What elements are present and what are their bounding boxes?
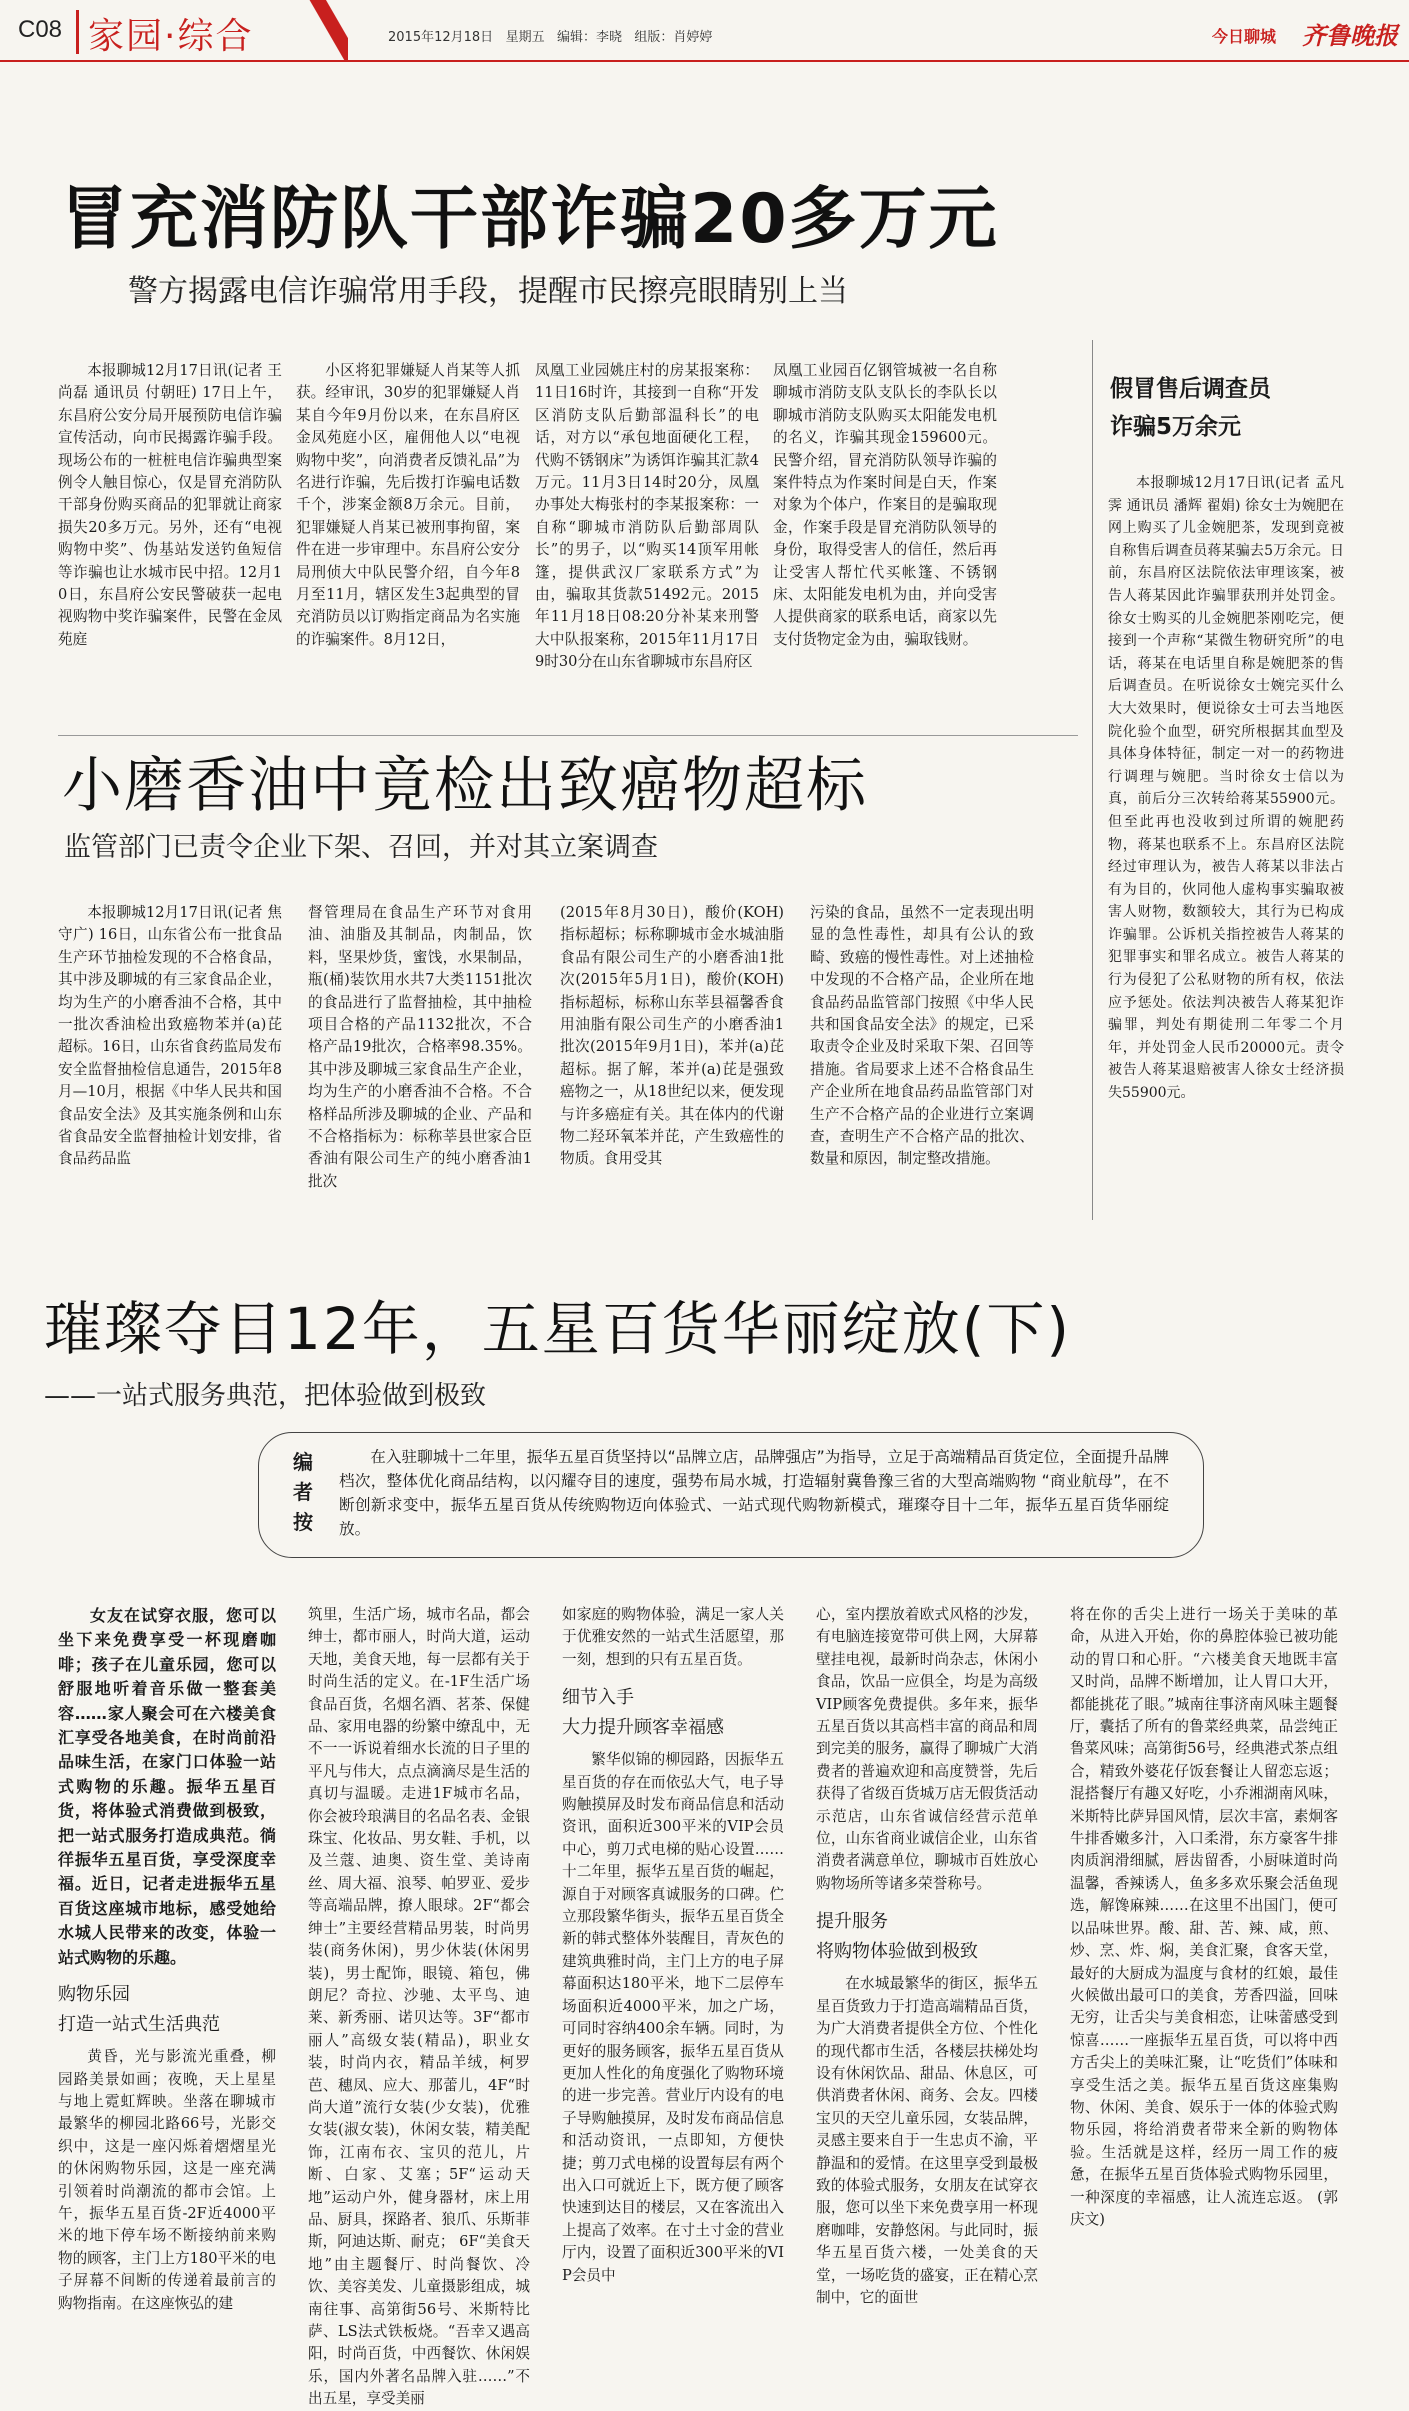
story2-deck: 监管部门已责令企业下架、召回，并对其立案调查	[64, 832, 658, 863]
story1-col4: 凤凰工业园百亿钢管城被一名自称聊城市消防支队支队长的李队长以聊城市消防支队购买太阳能发电机的名义，诈骗其现金159600元。民警介绍，冒充消防队领导诈骗的案件特点为作案时间是白天，作案对象为个体户，作案目的是骗取现金，作案手段是冒充消防队领导的身份，取得受害人的信任，然后再让受害人帮忙代买帐篷、不锈钢床、太阳能发电机为由，并向受害人提供商家的联系电话，商家以先支付货物定金为由，骗取钱财。	[773, 362, 997, 648]
story3-col1-subhead2: 打造一站式生活典范	[58, 2014, 220, 2036]
story1-headline: 冒充消防队干部诈骗20多万元	[60, 180, 999, 259]
editor-note-label: 编者按	[293, 1450, 313, 1534]
story-five-star	[0, 1270, 1409, 2408]
page-header	[0, 0, 1409, 66]
story1-col2: 小区将犯罪嫌疑人肖某等人抓获。经审讯，30岁的犯罪嫌疑人肖某自今年9月份以来，在东昌府区金凤苑庭小区，雇佣他人以“电视购物中奖”，向消费者反馈礼品”为名进行诈骗，先后拨打诈骗电话数千个，涉案金额8万余元。目前，犯罪嫌疑人肖某已被刑事拘留，案件在进一步审理中。东昌府公安分局刑侦大中队民警介绍，自今年8月至11月，辖区发生3起典型的冒充消防员以订购指定商品为名实施的诈骗案件。8月12日，	[296, 362, 520, 648]
story3-col3-subhead1: 细节入手	[562, 1687, 634, 1709]
sidebar-story	[1108, 372, 1348, 1222]
sidebar-headline-line1: 假冒售后调查员	[1110, 376, 1271, 402]
story3-col1: 女友在试穿衣服，您可以坐下来免费享受一杯现磨咖啡；孩子在儿童乐园，您可以舒服地听着音乐做一整套美容……家人聚会可在六楼美食汇享受各地美食，在时尚前沿品味生活，在家门口体验一站式购物的乐趣。振华五星百货，将体验式消费做到极致，把一站式服务打造成典范。徜徉振华五星百货，享受深度幸福。近日，记者走进振华五星百货这座城市地标，感受她给水城人民带来的改变，体验一站式购物的乐趣。 购物乐园 打造一站式生活典范 黄昏，光与影流光重叠，柳园路美景如画；夜晚，天上星星与地上霓虹辉映。坐落在聊城市最繁华的柳园北路66号，光影交织中，这是一座闪烁着熠熠星光的休闲购物乐园，这是一座充满引领着时尚潮流的都市会馆。上午，振华五星百货-2F近4000平米的地下停车场不断接纳前来购物的顾客，主门上方180平米的电子屏幕不间断的传递着最前言的购物指南。在这座恢弘的建	[58, 1606, 276, 2312]
story2-top-rule	[58, 735, 1078, 736]
story3-col2: 筑里，生活广场，城市名品，都会绅士，都市丽人，时尚大道，运动天地，美食天地，每一层都有关于时尚生活的定义。在-1F生活广场食品百货，名烟名酒、茗茶、保健品、家用电器的纷繁中缭乱中，无不一一诉说着细水长流的日子里的平凡与伟大，点点滴滴尽是生活的真切与温暖。走进1F城市名品，你会被玲琅满目的名品名表、金银珠宝、化妆品、男女鞋、手机，以及兰蔻、迪奥、资生堂、美诗南丝、周大福、浪琴、帕罗亚、爱步等高端品牌，撩人眼球。2F“都会绅士”主要经营精品男装，时尚男装(商务休闲)，男少休装(休闲男装)，男士配饰，眼镜、箱包，佛朗尼？奇拉、沙驰、太平鸟、迪莱、新秀丽、诺贝达等。3F“都市丽人”高级女装(精品)，职业女装，时尚内衣，精品羊绒，柯罗芭、穗凤、应大、那蕾儿，4F“时尚大道”流行女装(少女装)，优雅女装(淑女装)，休闲女装，精美配饰，江南布衣、宝贝的范儿，片断、白家、艾塞；5F“运动天地”运动户外，健身器材，床上用品、厨具，探路者、狼爪、乐斯菲斯，阿迪达斯、耐克； 6F“美食天地”由主题餐厅、时尚餐饮、冷饮、美容美发、儿童摄影组成，城南往事、高第街56号、米斯特比萨、LS法式铁板烧。“吾幸又遇高阳，时尚百货，中西餐饮、休闲娱乐，国内外著名品牌入驻……”不出五星，享受美丽	[308, 1606, 530, 2408]
story-sesame-oil	[0, 740, 1090, 1220]
story3-intro: 女友在试穿衣服，您可以坐下来免费享受一杯现磨咖啡；孩子在儿童乐园，您可以舒服地听着音乐做一整套美容……家人聚会可在六楼美食汇享受各地美食，在时尚前沿品味生活，在家门口体验一站式购物的乐趣。振华五星百货，将体验式消费做到极致，把一站式服务打造成典范。徜徉振华五星百货，享受深度幸福。近日，记者走进振华五星百货这座城市地标，感受她给水城人民带来的改变，体验一站式购物的乐趣。	[58, 1606, 276, 1967]
story3-headline: 璀璨夺目12年，五星百货华丽绽放(下)	[44, 1295, 1072, 1363]
edition-name: 今日聊城	[1212, 27, 1277, 46]
story3-col5: 将在你的舌尖上进行一场关于美味的革命，从进入开始，你的鼻腔体验已被功能动的胃口和心肝。“六楼美食天地既丰富又时尚，品牌不断增加，让人胃口大开，都能挑花了眼。”城南往事济南风味主题餐厅，囊括了所有的鲁菜经典菜，品尝纯正鲁菜风味；高第街56号，经典港式茶点组合，精致外婆花仔饭套餐让人留恋忘返；混搭餐厅有趣又好吃，小乔湘湖南风味，米斯特比萨异国风情，层次丰富，素炯客牛排香嫩多汁，入口柔滑，东方豪客牛排肉质润滑细腻，唇齿留香，小厨味道时尚温馨，香辣诱人，鱼多多欢乐聚会活鱼现选，解馋麻辣……在这里不出国门，便可以品味世界。酸、甜、苦、辣、咸，煎、炒、烹、炸、焖，美食汇聚，食客天堂，最好的大厨成为温度与食材的红娘，最佳火候做出最可口的美食，芳香四溢，回味无穷，让舌尖与美食相恋，让味蕾感受到惊喜……一座振华五星百货，可以将中西方舌尖上的美味汇聚，让“吃货们”体味和享受生活之美。振华五星百货这座集购物、休闲、美食、娱乐于一体的体验式购物乐园，将给消费者带来全新的购物体验。生活就是这样，经历一周工作的疲惫，在振华五星百货体验式购物乐园里，一种深度的幸福感，让人流连忘返。 (郭庆文)	[1070, 1606, 1338, 2228]
header-meta	[388, 26, 712, 45]
story3-deck: ——一站式服务典范，把体验做到极致	[44, 1381, 487, 1411]
newspaper-logo: 齐鲁晚报	[1302, 21, 1398, 50]
story1-col1: 本报聊城12月17日讯(记者 王尚磊 通讯员 付朝旺) 17日上午，东昌府公安分局开展预防电信诈骗宣传活动，向市民揭露诈骗手段。现场公布的一桩桩电信诈骗典型案例令人触目惊心，仅是冒充消防队干部身份购买商品的犯罪就让商家损失20多万元。另外，还有“电视购物中奖”、伪基站发送钓鱼短信等诈骗也让水城市民中招。12月10日，东昌府公安民警破获一起电视购物中奖诈骗案件，民警在金凤苑庭	[58, 362, 282, 648]
story3-col3-subhead2: 大力提升顾客幸福感	[562, 1717, 724, 1739]
header-slash	[308, 0, 348, 60]
sidebar-headline-line2: 诈骗5万余元	[1110, 414, 1242, 440]
header-accent-bar	[76, 10, 79, 54]
story2-col1: 本报聊城12月17日讯(记者 焦守广) 16日，山东省公布一批食品生产环节抽检发现的不合格食品，其中涉及聊城的有三家食品企业，均为生产的小磨香油不合格，其中一批次香油检出致癌物苯并(a)芘超标。16日，山东省食药监局发布安全监督抽检信息通告，2015年8月—10月，根据《中华人民共和国食品安全法》及其实施条例和山东省食品安全监督抽检计划安排，省食品药品监	[58, 904, 282, 1168]
story2-col3: (2015年8月30日)，酸价(KOH)指标超标；标称聊城市金水城油脂食品有限公司生产的小磨香油1批次(2015年5月1日)，酸价(KOH)指标超标，标称山东莘县福馨香食用油脂有限公司生产的小磨香油1批次(2015年9月1日)，苯并(a)芘超标。据了解，苯并(a)芘是强致癌物之一，从18世纪以来，便发现与许多癌症有关。其在体内的代谢物二羟环氧苯并芘，产生致癌性的物质。食用受其	[560, 904, 784, 1168]
section-title: 家园·综合	[88, 16, 254, 57]
story3-col4-subhead1: 提升服务	[816, 1911, 888, 1933]
issue-date: 2015年12月18日	[388, 30, 494, 45]
page-code: C08	[18, 16, 63, 43]
story2-headline: 小磨香油中竟检出致癌物超标	[62, 751, 868, 821]
story3-col4: 心，室内摆放着欧式风格的沙发，有电脑连接宽带可供上网，大屏幕壁挂电视，最新时尚杂志，休闲小食品，饮品一应俱全，均是为高级VIP顾客免费提供。多年来，振华五星百货以其高档丰富的商品和周到完美的服务，赢得了聊城广大消费者的普遍欢迎和高度赞誉，先后获得了省级百货城万店无假货活动示范店，山东省诚信经营示范单位，山东省商业诚信企业，山东省消费者满意单位，聊城市百姓放心购物场所等诸多荣誉称号。 提升服务 将购物体验做到极致 在水城最繁华的街区，振华五星百货致力于打造高端精品百货，为广大消费者提供全方位、个性化的现代都市生活，各楼层扶梯处均设有休闲饮品、甜品、休息区，可供消费者休闲、商务、会友。四楼宝贝的天空儿童乐园，女装品牌，灵感主要来自于一生忠贞不渝，平静温和的爱情。在这里享受到最极致的体验式服务，女朋友在试穿衣服，您可以坐下来免费享用一杯现磨咖啡，安静悠闲。与此同时，振华五星百货六楼，一处美食的天堂，一场吃货的盛宴，正在精心烹制中，它的面世	[816, 1606, 1038, 2306]
issue-weekday: 星期五	[505, 30, 545, 45]
editor-note-box	[258, 1432, 1204, 1558]
header-rule	[0, 60, 1409, 62]
sidebar-divider	[1092, 340, 1093, 1220]
story2-col4: 污染的食品，虽然不一定表现出明显的急性毒性，却具有公认的致畸、致癌的慢性毒性。对上述抽检中发现的不合格产品，企业所在地食品药品监管部门按照《中华人民共和国食品安全法》的规定，已采取责令企业及时采取下架、召回等措施。省局要求上述不合格食品生产企业所在地食品药品监管部门对生产不合格产品的企业进行立案调查，查明生产不合格产品的批次、数量和原因，制定整改措施。	[810, 904, 1034, 1168]
story3-col3: 如家庭的购物体验，满足一家人关于优雅安然的一站式生活愿望，那一刻，想到的只有五星百货。 细节入手 大力提升顾客幸福感 繁华似锦的柳园路，因振华五星百货的存在而依弘大气，电子导购触摸屏及时发布商品信息和活动资讯，面积近300平米的VIP会员中心，剪刀式电梯的贴心设置……十二年里，振华五星百货的崛起，源自于对顾客真诚服务的口碑。伫立那段繁华街头，振华五星百货全新的韩式整体外装醒目，青灰色的建筑典雅时尚，主门上方的电子屏幕面积达180平米，地下二层停车场面积近4000平米，加之广场，可同时容纳400余车辆。同时，为更好的服务顾客，振华五星百货从更加人性化的角度强化了购物环境的进一步完善。营业厅内设有的电子导购触摸屏，及时发布商品信息和活动资讯，一点即知，方便快捷；剪刀式电梯的设置每层有两个出入口可就近上下，既方便了顾客快速到达目的楼层，又在客流出入上提高了效率。在寸土寸金的营业厅内，设置了面积近300平米的VIP会员中	[562, 1606, 784, 2284]
layout-credit: 组版：肖婷婷	[634, 30, 713, 45]
story1-col3: 凤凰工业园姚庄村的房某报案称：11日16时许，其接到一自称“开发区消防支队后勤部温科长”的电话，对方以“承包地面硬化工程，代购不锈钢床”为诱饵诈骗其汇款4万元。11月3日14时20分，凤凰办事处大梅张村的李某报案称：一自称“聊城市消防队后勤部周队长”的男子，以“购买14顶军用帐篷，提供武汉厂家联系方式”为由，骗取其货款51492元。2015年11月18日08:20分补某来刑警大中队报案称，2015年11月17日9时30分在山东省聊城市东昌府区	[535, 362, 759, 671]
sidebar-body: 本报聊城12月17日讯(记者 孟凡霁 通讯员 潘辉 翟娟) 徐女士为婉肥在网上购买了儿金婉肥茶，发现到竟被自称售后调查员蒋某骗去5万余元。日前，东昌府区法院依法审理该案，被告人蒋某因此诈骗罪获刑并处罚金。徐女士购买的儿金婉肥茶刚吃完，便接到一个声称“某微生物研究所”的电话，蒋某在电话里自称是婉肥茶的售后调查员。在听说徐女士婉完买什么大大效果时，便说徐女士可去当地医院化验个血型，研究所根据其血型及具体身体特征，制定一对一的药物进行调理与婉肥。当时徐女士信以为真，前后分三次转给蒋某55900元。但至此再也没收到过所谓的婉肥药物，蒋某也联系不上。东昌府区法院经过审理认为，被告人蒋某以非法占有为目的，伙同他人虚构事实骗取被害人财物，数额较大，其行为已构成诈骗罪。公诉机关指控被告人蒋某的犯罪事实和罪名成立。被告人蒋某的行为侵犯了公私财物的所有权，依法应予惩处。依法判决被告人蒋某犯诈骗罪，判处有期徒刑二年零二个月年，并处罚金人民币20000元。责令被告人蒋某退赔被害人徐女士经济损失55900元。	[1108, 475, 1344, 1102]
story2-col2: 督管理局在食品生产环节对食用油、油脂及其制品，肉制品，饮料，坚果炒货，蜜饯，水果制品，瓶(桶)装饮用水共7大类1151批次的食品进行了监督抽检，其中抽检项目合格的产品1132批次，不合格产品19批次，合格率98.35%。其中涉及聊城三家食品生产企业，均为生产的小磨香油不合格。不合格样品所涉及聊城的企业、产品和不合格指标为：标称莘县世家合臣香油有限公司生产的纯小磨香油1批次	[308, 904, 532, 1190]
story3-col4-subhead2: 将购物体验做到极致	[816, 1941, 978, 1963]
story3-col1-subhead1: 购物乐园	[58, 1984, 130, 2006]
editor-credit: 编辑：李晓	[557, 30, 623, 45]
editor-note-text: 在入驻聊城十二年里，振华五星百货坚持以“品牌立店，品牌强店”为指导，立足于高端精品百货定位，全面提升品牌档次，整体优化商品结构，以闪耀夺目的速度，强势布局水城，打造辐射冀鲁豫三省的大型高端购物 “商业航母”，在不断创新求变中，振华五星百货从传统购物迈向体验式、一站式现代购物新模式，璀璨夺目十二年，振华五星百货华丽绽放。	[339, 1448, 1169, 1538]
story1-deck: 警方揭露电信诈骗常用手段，提醒市民擦亮眼睛别上当	[128, 274, 848, 309]
